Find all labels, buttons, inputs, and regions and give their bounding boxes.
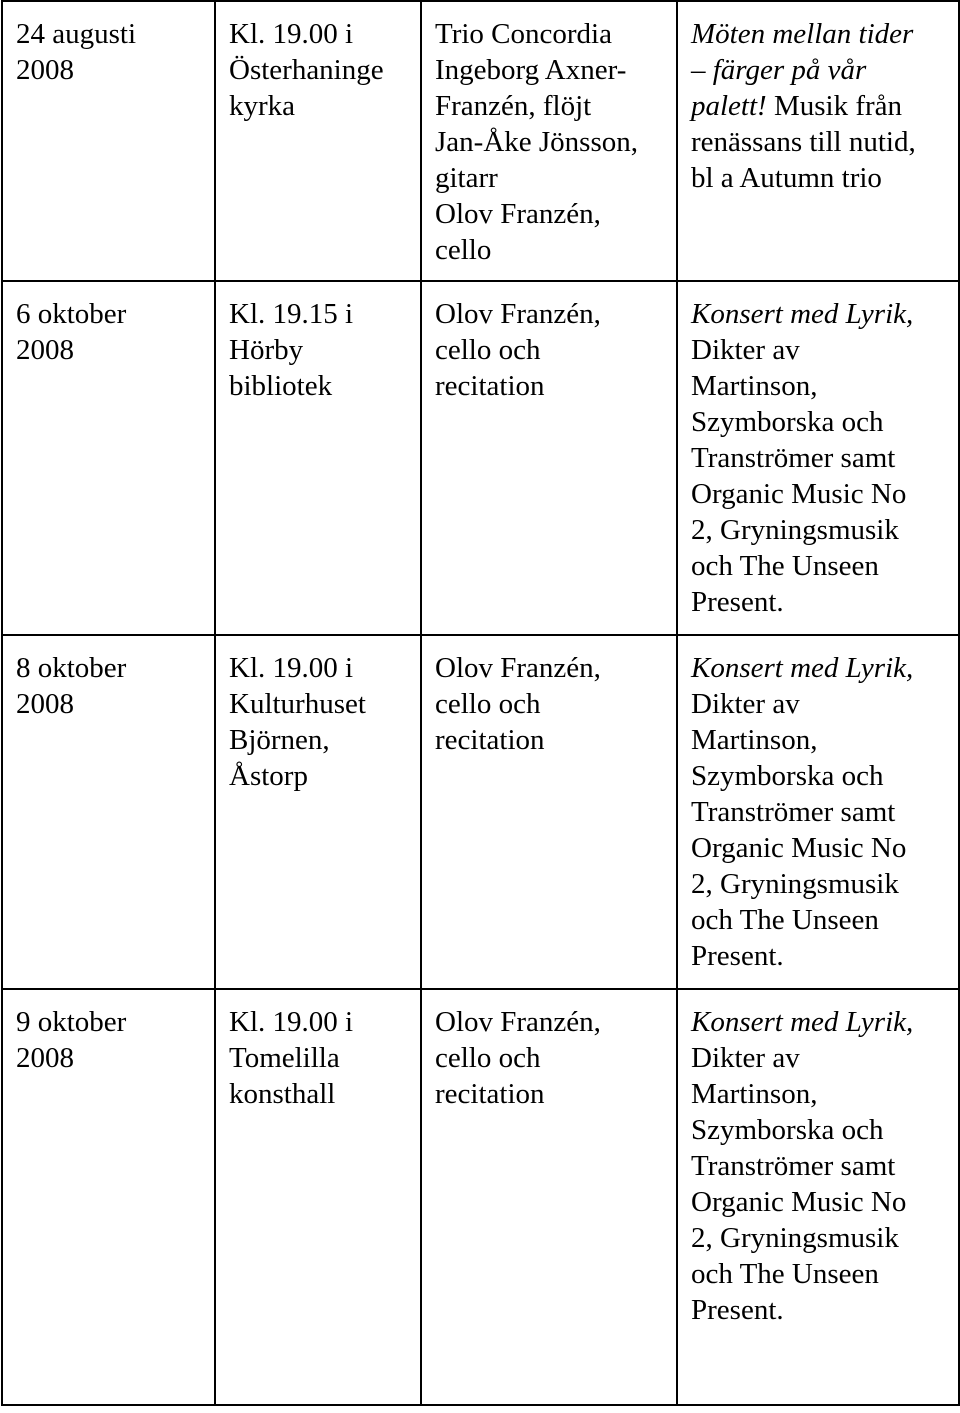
concert-schedule-table bbox=[1, 0, 960, 1406]
date-cell: 8 oktober 2008 bbox=[2, 635, 215, 989]
program-text: Dikter av Martinson, Szymborska och Tranströmer samt Organic Music No 2, Gryningsmusik och The Unseen Present. bbox=[691, 688, 907, 972]
table-row bbox=[2, 281, 959, 635]
time-place-cell: Kl. 19.00 i Kulturhuset Björnen, Åstorp bbox=[215, 635, 421, 989]
time-place-cell: Kl. 19.00 i Tomelilla konsthall bbox=[215, 989, 421, 1405]
date-cell: 9 oktober 2008 bbox=[2, 989, 215, 1405]
date-cell: 24 augusti 2008 bbox=[2, 1, 215, 281]
time-place-cell: Kl. 19.15 i Hörby bibliotek bbox=[215, 281, 421, 635]
program-cell bbox=[677, 989, 959, 1405]
table-row bbox=[2, 989, 959, 1405]
program-title: Konsert med Lyrik, bbox=[691, 298, 914, 330]
program-cell bbox=[677, 635, 959, 989]
performers-cell: Olov Franzén, cello och recitation bbox=[421, 989, 677, 1405]
program-title: Konsert med Lyrik, bbox=[691, 1006, 914, 1038]
table-row bbox=[2, 1, 959, 281]
program-cell bbox=[677, 1, 959, 281]
time-place-cell: Kl. 19.00 i Österhaninge kyrka bbox=[215, 1, 421, 281]
program-cell bbox=[677, 281, 959, 635]
program-text: Musik från renässans till nutid, bl a Autumn trio bbox=[691, 90, 916, 194]
date-cell: 6 oktober 2008 bbox=[2, 281, 215, 635]
program-text: Dikter av Martinson, Szymborska och Tranströmer samt Organic Music No 2, Gryningsmusik och The Unseen Present. bbox=[691, 334, 907, 618]
performers-cell: Olov Franzén, cello och recitation bbox=[421, 635, 677, 989]
program-text: Dikter av Martinson, Szymborska och Tranströmer samt Organic Music No 2, Gryningsmusik och The Unseen Present. bbox=[691, 1042, 907, 1326]
performers-cell: Trio Concordia Ingeborg Axner- Franzén, flöjt Jan-Åke Jönsson, gitarr Olov Franzén, cello bbox=[421, 1, 677, 281]
table-row bbox=[2, 635, 959, 989]
program-title: Konsert med Lyrik, bbox=[691, 652, 914, 684]
performers-cell: Olov Franzén, cello och recitation bbox=[421, 281, 677, 635]
program-title: Möten mellan tider – färger på vår palett! bbox=[691, 18, 914, 122]
